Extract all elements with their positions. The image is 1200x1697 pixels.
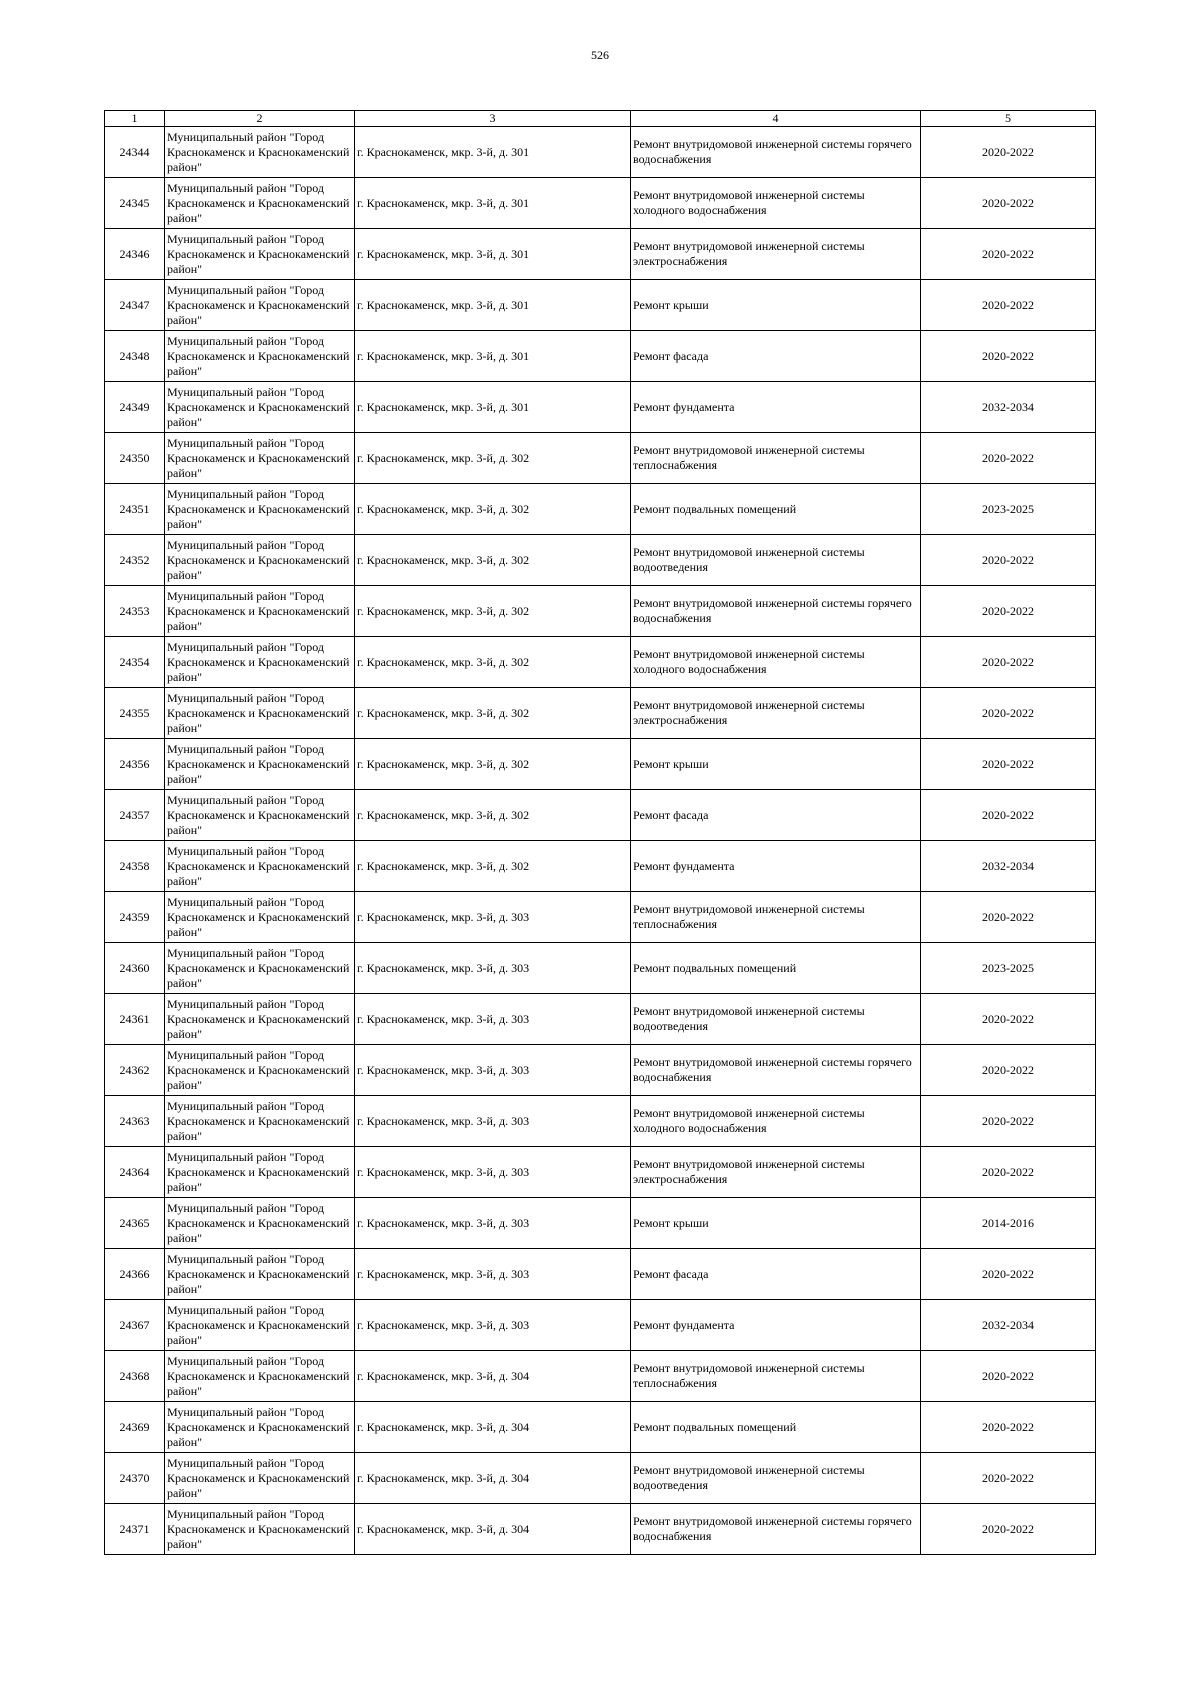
work-type-cell: Ремонт внутридомовой инженерной системы горячего водоснабжения <box>631 1504 921 1555</box>
address-cell: г. Краснокаменск, мкр. 3-й, д. 302 <box>355 841 631 892</box>
work-type-cell: Ремонт внутридомовой инженерной системы водоотведения <box>631 1453 921 1504</box>
period-cell: 2020-2022 <box>921 1045 1096 1096</box>
work-type-cell: Ремонт крыши <box>631 739 921 790</box>
table-row <box>105 382 1096 433</box>
period-cell: 2020-2022 <box>921 535 1096 586</box>
row-number-cell: 24359 <box>105 892 165 943</box>
municipality-cell: Муниципальный район "Город Краснокаменск и Краснокаменский район" <box>165 1300 355 1351</box>
period-cell: 2020-2022 <box>921 280 1096 331</box>
table-row <box>105 1453 1096 1504</box>
work-type-cell: Ремонт внутридомовой инженерной системы холодного водоснабжения <box>631 1096 921 1147</box>
row-number-cell: 24346 <box>105 229 165 280</box>
row-number-cell: 24345 <box>105 178 165 229</box>
column-header-4: 4 <box>631 111 921 127</box>
period-cell: 2023-2025 <box>921 484 1096 535</box>
column-header-2: 2 <box>165 111 355 127</box>
address-cell: г. Краснокаменск, мкр. 3-й, д. 302 <box>355 433 631 484</box>
row-number-cell: 24368 <box>105 1351 165 1402</box>
row-number-cell: 24356 <box>105 739 165 790</box>
municipality-cell: Муниципальный район "Город Краснокаменск и Краснокаменский район" <box>165 280 355 331</box>
work-type-cell: Ремонт внутридомовой инженерной системы холодного водоснабжения <box>631 637 921 688</box>
period-cell: 2020-2022 <box>921 433 1096 484</box>
municipality-cell: Муниципальный район "Город Краснокаменск и Краснокаменский район" <box>165 688 355 739</box>
address-cell: г. Краснокаменск, мкр. 3-й, д. 304 <box>355 1504 631 1555</box>
municipality-cell: Муниципальный район "Город Краснокаменск и Краснокаменский район" <box>165 331 355 382</box>
municipality-cell: Муниципальный район "Город Краснокаменск и Краснокаменский район" <box>165 433 355 484</box>
work-type-cell: Ремонт фасада <box>631 1249 921 1300</box>
address-cell: г. Краснокаменск, мкр. 3-й, д. 302 <box>355 688 631 739</box>
table-row <box>105 1147 1096 1198</box>
table-body <box>105 127 1096 1555</box>
address-cell: г. Краснокаменск, мкр. 3-й, д. 303 <box>355 892 631 943</box>
work-type-cell: Ремонт внутридомовой инженерной системы холодного водоснабжения <box>631 178 921 229</box>
municipality-cell: Муниципальный район "Город Краснокаменск и Краснокаменский район" <box>165 178 355 229</box>
table-row <box>105 1045 1096 1096</box>
address-cell: г. Краснокаменск, мкр. 3-й, д. 301 <box>355 229 631 280</box>
municipality-cell: Муниципальный район "Город Краснокаменск и Краснокаменский район" <box>165 484 355 535</box>
table-row <box>105 1249 1096 1300</box>
municipality-cell: Муниципальный район "Город Краснокаменск и Краснокаменский район" <box>165 586 355 637</box>
municipality-cell: Муниципальный район "Город Краснокаменск и Краснокаменский район" <box>165 739 355 790</box>
row-number-cell: 24353 <box>105 586 165 637</box>
municipality-cell: Муниципальный район "Город Краснокаменск и Краснокаменский район" <box>165 994 355 1045</box>
period-cell: 2020-2022 <box>921 331 1096 382</box>
table-row <box>105 1351 1096 1402</box>
table-row <box>105 637 1096 688</box>
address-cell: г. Краснокаменск, мкр. 3-й, д. 301 <box>355 331 631 382</box>
row-number-cell: 24360 <box>105 943 165 994</box>
work-type-cell: Ремонт фасада <box>631 331 921 382</box>
municipality-cell: Муниципальный район "Город Краснокаменск и Краснокаменский район" <box>165 1249 355 1300</box>
work-type-cell: Ремонт фундамента <box>631 841 921 892</box>
table-row <box>105 484 1096 535</box>
row-number-cell: 24365 <box>105 1198 165 1249</box>
page-number: 526 <box>591 48 609 62</box>
row-number-cell: 24363 <box>105 1096 165 1147</box>
table-row <box>105 1096 1096 1147</box>
municipality-cell: Муниципальный район "Город Краснокаменск и Краснокаменский район" <box>165 1096 355 1147</box>
municipality-cell: Муниципальный район "Город Краснокаменск и Краснокаменский район" <box>165 1045 355 1096</box>
work-type-cell: Ремонт внутридомовой инженерной системы электроснабжения <box>631 1147 921 1198</box>
row-number-cell: 24371 <box>105 1504 165 1555</box>
municipality-cell: Муниципальный район "Город Краснокаменск и Краснокаменский район" <box>165 1351 355 1402</box>
work-type-cell: Ремонт фасада <box>631 790 921 841</box>
work-type-cell: Ремонт внутридомовой инженерной системы горячего водоснабжения <box>631 586 921 637</box>
table-row <box>105 178 1096 229</box>
row-number-cell: 24362 <box>105 1045 165 1096</box>
table-row <box>105 127 1096 178</box>
address-cell: г. Краснокаменск, мкр. 3-й, д. 302 <box>355 484 631 535</box>
period-cell: 2020-2022 <box>921 892 1096 943</box>
table-row <box>105 331 1096 382</box>
row-number-cell: 24352 <box>105 535 165 586</box>
period-cell: 2020-2022 <box>921 1147 1096 1198</box>
address-cell: г. Краснокаменск, мкр. 3-й, д. 303 <box>355 1096 631 1147</box>
work-type-cell: Ремонт внутридомовой инженерной системы горячего водоснабжения <box>631 1045 921 1096</box>
municipality-cell: Муниципальный район "Город Краснокаменск и Краснокаменский район" <box>165 1198 355 1249</box>
municipality-cell: Муниципальный район "Город Краснокаменск и Краснокаменский район" <box>165 1453 355 1504</box>
work-type-cell: Ремонт внутридомовой инженерной системы теплоснабжения <box>631 433 921 484</box>
municipality-cell: Муниципальный район "Город Краснокаменск и Краснокаменский район" <box>165 943 355 994</box>
address-cell: г. Краснокаменск, мкр. 3-й, д. 303 <box>355 1300 631 1351</box>
work-type-cell: Ремонт внутридомовой инженерной системы теплоснабжения <box>631 892 921 943</box>
municipality-cell: Муниципальный район "Город Краснокаменск и Краснокаменский район" <box>165 1504 355 1555</box>
municipality-cell: Муниципальный район "Город Краснокаменск и Краснокаменский район" <box>165 229 355 280</box>
table-row <box>105 586 1096 637</box>
column-header-5: 5 <box>921 111 1096 127</box>
capital-repair-table <box>104 110 1096 1555</box>
municipality-cell: Муниципальный район "Город Краснокаменск и Краснокаменский район" <box>165 382 355 433</box>
period-cell: 2020-2022 <box>921 1453 1096 1504</box>
work-type-cell: Ремонт внутридомовой инженерной системы электроснабжения <box>631 229 921 280</box>
work-type-cell: Ремонт внутридомовой инженерной системы теплоснабжения <box>631 1351 921 1402</box>
work-type-cell: Ремонт внутридомовой инженерной системы горячего водоснабжения <box>631 127 921 178</box>
address-cell: г. Краснокаменск, мкр. 3-й, д. 304 <box>355 1351 631 1402</box>
period-cell: 2020-2022 <box>921 586 1096 637</box>
address-cell: г. Краснокаменск, мкр. 3-й, д. 303 <box>355 1249 631 1300</box>
row-number-cell: 24369 <box>105 1402 165 1453</box>
work-type-cell: Ремонт внутридомовой инженерной системы водоотведения <box>631 994 921 1045</box>
period-cell: 2020-2022 <box>921 790 1096 841</box>
address-cell: г. Краснокаменск, мкр. 3-й, д. 301 <box>355 127 631 178</box>
table-row <box>105 433 1096 484</box>
work-type-cell: Ремонт подвальных помещений <box>631 943 921 994</box>
address-cell: г. Краснокаменск, мкр. 3-й, д. 303 <box>355 994 631 1045</box>
address-cell: г. Краснокаменск, мкр. 3-й, д. 301 <box>355 382 631 433</box>
period-cell: 2020-2022 <box>921 229 1096 280</box>
table-row <box>105 739 1096 790</box>
municipality-cell: Муниципальный район "Город Краснокаменск и Краснокаменский район" <box>165 535 355 586</box>
column-header-1: 1 <box>105 111 165 127</box>
table-header-row <box>105 111 1096 127</box>
municipality-cell: Муниципальный район "Город Краснокаменск и Краснокаменский район" <box>165 1147 355 1198</box>
period-cell: 2020-2022 <box>921 688 1096 739</box>
column-header-3: 3 <box>355 111 631 127</box>
municipality-cell: Муниципальный район "Город Краснокаменск и Краснокаменский район" <box>165 637 355 688</box>
address-cell: г. Краснокаменск, мкр. 3-й, д. 304 <box>355 1402 631 1453</box>
period-cell: 2032-2034 <box>921 1300 1096 1351</box>
table-row <box>105 1198 1096 1249</box>
row-number-cell: 24370 <box>105 1453 165 1504</box>
period-cell: 2020-2022 <box>921 178 1096 229</box>
table-row <box>105 688 1096 739</box>
row-number-cell: 24367 <box>105 1300 165 1351</box>
address-cell: г. Краснокаменск, мкр. 3-й, д. 302 <box>355 739 631 790</box>
table-row <box>105 841 1096 892</box>
row-number-cell: 24349 <box>105 382 165 433</box>
address-cell: г. Краснокаменск, мкр. 3-й, д. 302 <box>355 535 631 586</box>
row-number-cell: 24364 <box>105 1147 165 1198</box>
table-row <box>105 1504 1096 1555</box>
row-number-cell: 24348 <box>105 331 165 382</box>
municipality-cell: Муниципальный район "Город Краснокаменск и Краснокаменский район" <box>165 127 355 178</box>
work-type-cell: Ремонт подвальных помещений <box>631 484 921 535</box>
table-row <box>105 943 1096 994</box>
work-type-cell: Ремонт подвальных помещений <box>631 1402 921 1453</box>
period-cell: 2020-2022 <box>921 1096 1096 1147</box>
work-type-cell: Ремонт фундамента <box>631 1300 921 1351</box>
address-cell: г. Краснокаменск, мкр. 3-й, д. 304 <box>355 1453 631 1504</box>
period-cell: 2032-2034 <box>921 841 1096 892</box>
address-cell: г. Краснокаменск, мкр. 3-й, д. 302 <box>355 790 631 841</box>
address-cell: г. Краснокаменск, мкр. 3-й, д. 303 <box>355 1147 631 1198</box>
period-cell: 2020-2022 <box>921 127 1096 178</box>
period-cell: 2023-2025 <box>921 943 1096 994</box>
municipality-cell: Муниципальный район "Город Краснокаменск и Краснокаменский район" <box>165 892 355 943</box>
period-cell: 2020-2022 <box>921 1249 1096 1300</box>
address-cell: г. Краснокаменск, мкр. 3-й, д. 303 <box>355 943 631 994</box>
work-type-cell: Ремонт внутридомовой инженерной системы электроснабжения <box>631 688 921 739</box>
period-cell: 2032-2034 <box>921 382 1096 433</box>
row-number-cell: 24347 <box>105 280 165 331</box>
work-type-cell: Ремонт крыши <box>631 280 921 331</box>
period-cell: 2020-2022 <box>921 1504 1096 1555</box>
work-type-cell: Ремонт крыши <box>631 1198 921 1249</box>
row-number-cell: 24357 <box>105 790 165 841</box>
address-cell: г. Краснокаменск, мкр. 3-й, д. 302 <box>355 586 631 637</box>
table-row <box>105 535 1096 586</box>
row-number-cell: 24355 <box>105 688 165 739</box>
address-cell: г. Краснокаменск, мкр. 3-й, д. 301 <box>355 280 631 331</box>
row-number-cell: 24358 <box>105 841 165 892</box>
table-row <box>105 790 1096 841</box>
period-cell: 2020-2022 <box>921 994 1096 1045</box>
table-row <box>105 994 1096 1045</box>
row-number-cell: 24344 <box>105 127 165 178</box>
row-number-cell: 24366 <box>105 1249 165 1300</box>
work-type-cell: Ремонт внутридомовой инженерной системы водоотведения <box>631 535 921 586</box>
address-cell: г. Краснокаменск, мкр. 3-й, д. 303 <box>355 1198 631 1249</box>
table-row <box>105 892 1096 943</box>
municipality-cell: Муниципальный район "Город Краснокаменск и Краснокаменский район" <box>165 790 355 841</box>
table-row <box>105 1300 1096 1351</box>
period-cell: 2020-2022 <box>921 1351 1096 1402</box>
period-cell: 2014-2016 <box>921 1198 1096 1249</box>
table-row <box>105 1402 1096 1453</box>
row-number-cell: 24350 <box>105 433 165 484</box>
address-cell: г. Краснокаменск, мкр. 3-й, д. 303 <box>355 1045 631 1096</box>
row-number-cell: 24361 <box>105 994 165 1045</box>
period-cell: 2020-2022 <box>921 1402 1096 1453</box>
period-cell: 2020-2022 <box>921 739 1096 790</box>
table-row <box>105 280 1096 331</box>
municipality-cell: Муниципальный район "Город Краснокаменск и Краснокаменский район" <box>165 841 355 892</box>
table-row <box>105 229 1096 280</box>
address-cell: г. Краснокаменск, мкр. 3-й, д. 302 <box>355 637 631 688</box>
municipality-cell: Муниципальный район "Город Краснокаменск и Краснокаменский район" <box>165 1402 355 1453</box>
work-type-cell: Ремонт фундамента <box>631 382 921 433</box>
row-number-cell: 24354 <box>105 637 165 688</box>
period-cell: 2020-2022 <box>921 637 1096 688</box>
address-cell: г. Краснокаменск, мкр. 3-й, д. 301 <box>355 178 631 229</box>
row-number-cell: 24351 <box>105 484 165 535</box>
